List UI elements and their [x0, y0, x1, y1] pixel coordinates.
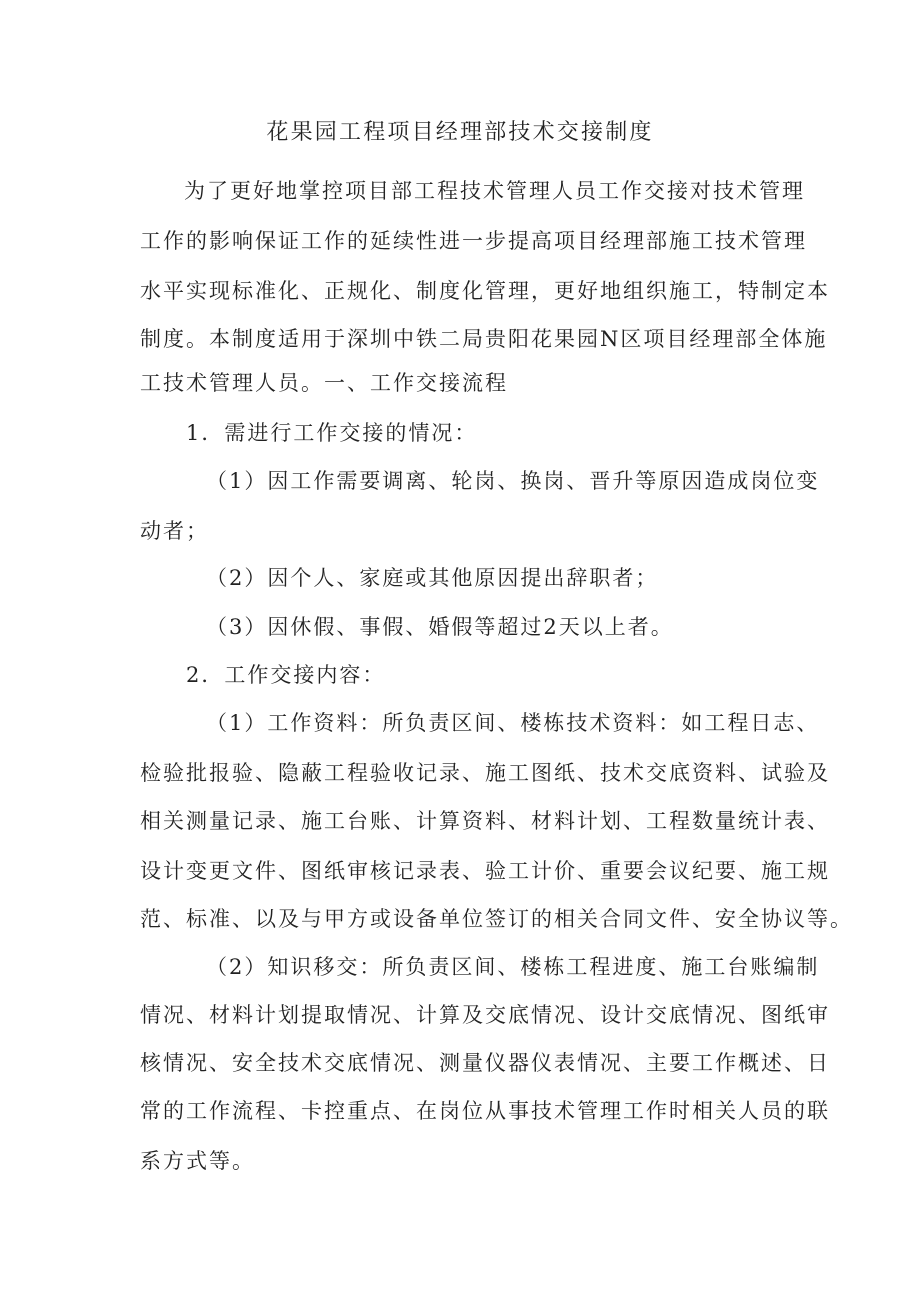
paragraph-line: 核情况、安全技术交底情况、测量仪器仪表情况、主要工作概述、日	[140, 1051, 830, 1075]
paragraph-line: 工技术管理人员。一、工作交接流程	[140, 371, 508, 395]
paragraph-line: 工作的影响保证工作的延续性进一步提高项目经理部施工技术管理	[140, 229, 807, 253]
list-item: （2）知识移交：所负责区间、楼栋工程进度、施工台账编制	[206, 955, 820, 979]
paragraph-line: 相关测量记录、施工台账、计算资料、材料计划、工程数量统计表、	[140, 809, 830, 833]
paragraph-line: 水平实现标准化、正规化、制度化管理，更好地组织施工，特制定本	[140, 279, 830, 303]
paragraph-line: 情况、材料计划提取情况、计算及交底情况、设计交底情况、图纸审	[140, 1003, 830, 1027]
section-heading: 2．工作交接内容：	[186, 663, 386, 687]
paragraph-line: 系方式等。	[140, 1149, 255, 1173]
document-title: 花果园工程项目经理部技术交接制度	[266, 120, 654, 145]
section-heading: 1．需进行工作交接的情况：	[186, 421, 478, 445]
list-item-continuation: 动者；	[140, 519, 209, 543]
paragraph-line: 范、标准、以及与甲方或设备单位签订的相关合同文件、安全协议等。	[140, 907, 853, 931]
list-item: （3）因休假、事假、婚假等超过2天以上者。	[206, 615, 674, 639]
paragraph-line: 制度。本制度适用于深圳中铁二局贵阳花果园N区项目经理部全体施	[140, 327, 828, 351]
paragraph-line: 检验批报验、隐蔽工程验收记录、施工图纸、技术交底资料、试验及	[140, 761, 830, 785]
list-item: （1）因工作需要调离、轮岗、换岗、晋升等原因造成岗位变	[206, 469, 820, 493]
list-item: （2）因个人、家庭或其他原因提出辞职者；	[206, 566, 659, 590]
paragraph-line: 为了更好地掌控项目部工程技术管理人员工作交接对技术管理	[184, 179, 805, 203]
paragraph-line: 设计变更文件、图纸审核记录表、验工计价、重要会议纪要、施工规	[140, 859, 830, 883]
list-item: （1）工作资料：所负责区间、楼栋技术资料：如工程日志、	[206, 711, 820, 735]
paragraph-line: 常的工作流程、卡控重点、在岗位从事技术管理工作时相关人员的联	[140, 1099, 830, 1123]
